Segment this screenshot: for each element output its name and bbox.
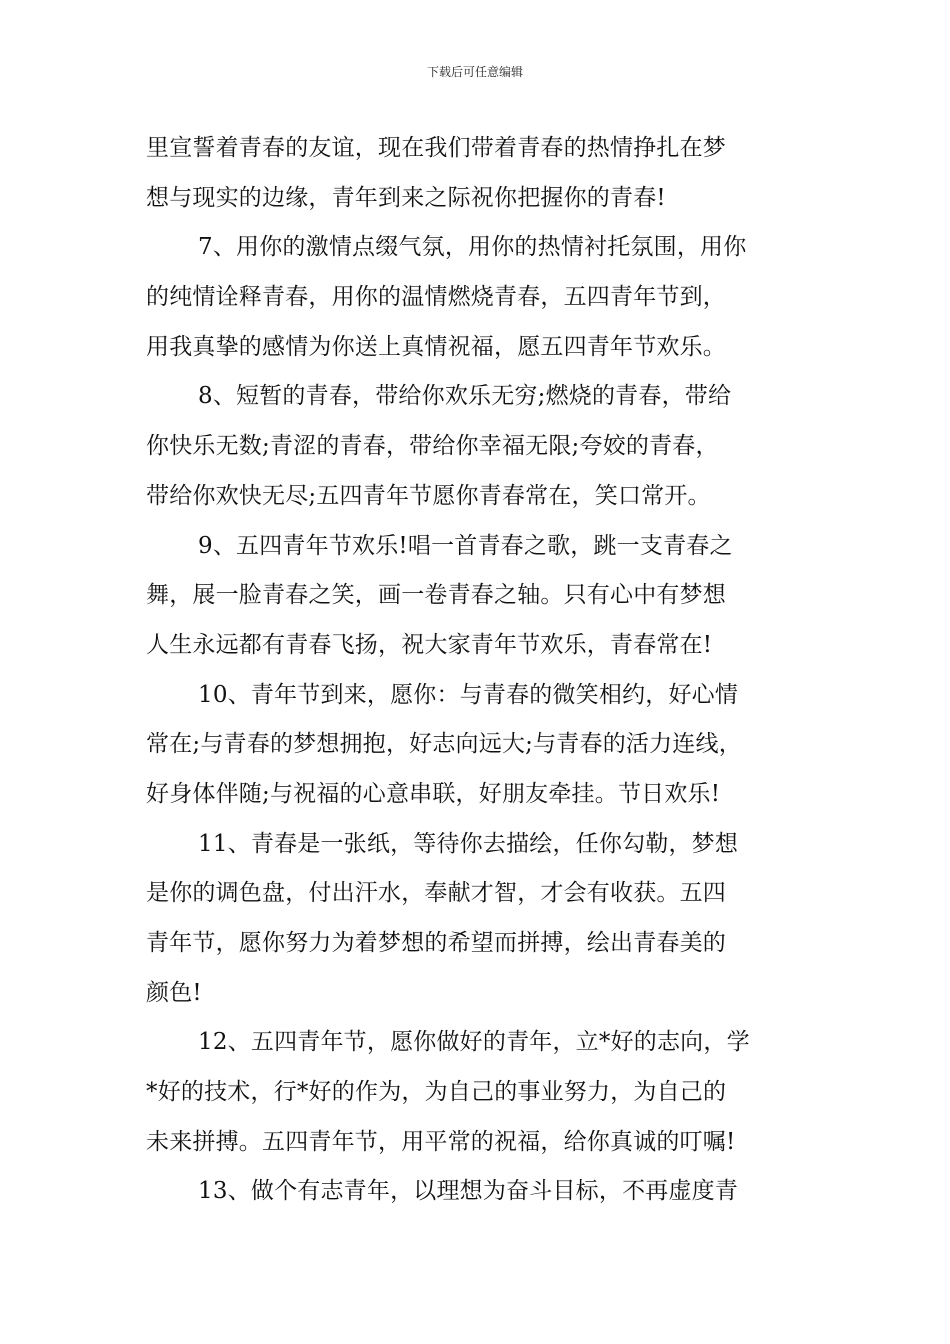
text-line: 未来拼搏。五四青年节，用平常的祝福，给你真诚的叮嘱!: [146, 1128, 736, 1155]
text-line: 想与现实的边缘，青年到来之际祝你把握你的青春!: [146, 184, 666, 211]
text-line: 好身体伴随;与祝福的心意串联，好朋友牵挂。节日欢乐!: [146, 780, 721, 807]
text-line: 是你的调色盘，付出汗水，奉献才智，才会有收获。五四: [146, 880, 726, 907]
text-line: 用我真挚的感情为你送上真情祝福，愿五四青年节欢乐。: [146, 333, 726, 360]
text-line: 青年节，愿你努力为着梦想的希望而拼搏，绘出青春美的: [146, 930, 726, 956]
text-line: 颜色!: [146, 979, 202, 1006]
text-line: 你快乐无数;青涩的青春，带给你幸福无限;夸姣的青春，: [146, 433, 719, 460]
text-line: 8、短暂的青春，带给你欢乐无穷;燃烧的青春，带给: [198, 383, 732, 410]
text-line: 10、青年节到来，愿你：与青春的微笑相约，好心情: [198, 681, 739, 708]
text-line: 12、五四青年节，愿你做好的青年，立*好的志向，学: [198, 1029, 750, 1056]
text-line: 13、做个有志青年，以理想为奋斗目标，不再虚度青: [198, 1178, 739, 1205]
text-line: 人生永远都有青春飞扬，祝大家青年节欢乐，青春常在!: [146, 631, 713, 658]
page-header: 下载后可任意编辑: [426, 65, 523, 79]
text-line: 的纯情诠释青春，用你的温情燃烧青春，五四青年节到，: [146, 284, 726, 311]
text-line: 9、五四青年节欢乐!唱一首青春之歌，跳一支青春之: [198, 532, 733, 559]
text-line: 11、青春是一张纸，等待你去描绘，任你勾勒，梦想: [198, 830, 739, 857]
text-line: 里宣誓着青春的友谊，现在我们带着青春的热情挣扎在梦: [146, 135, 726, 161]
text-line: 带给你欢快无尽;五四青年节愿你青春常在，笑口常开。: [146, 482, 711, 509]
document-body: [146, 124, 810, 1217]
text-line: 常在;与青春的梦想拥抱，好志向远大;与青春的活力连线，: [146, 731, 742, 758]
text-line: 舞，展一脸青春之笑，画一卷青春之轴。只有心中有梦想: [146, 582, 726, 609]
text-line: 7、用你的激情点缀气氛，用你的热情衬托氛围，用你: [198, 234, 747, 261]
text-line: *好的技术，行*好的作为，为自己的事业努力，为自己的: [146, 1079, 727, 1106]
